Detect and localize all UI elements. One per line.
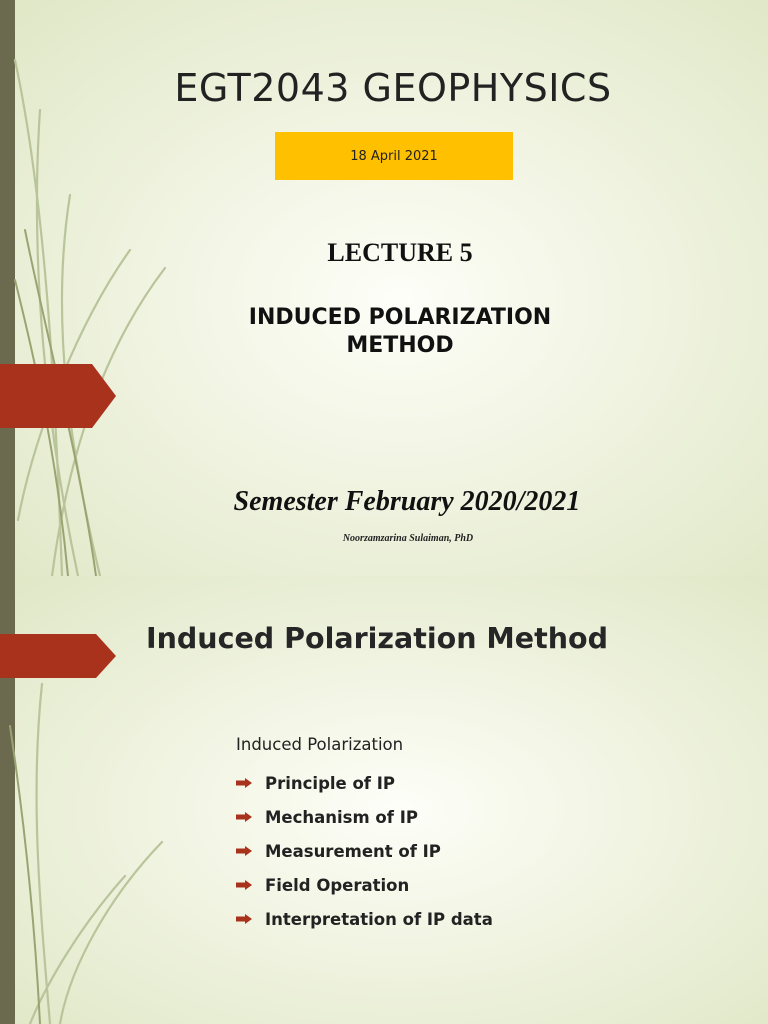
list-item-label: Mechanism of IP [265,807,418,827]
lecture-topic [0,304,768,360]
list-item [236,902,493,936]
arrow-tab-icon [0,364,116,428]
outline-slide [0,576,768,1024]
slide-title: Induced Polarization Method [146,622,609,655]
arrow-bullet-icon [236,880,252,890]
lecture-number: LECTURE 5 [327,238,473,267]
topic-line-1: INDUCED POLARIZATION [248,305,552,330]
list-item [236,868,493,902]
list-item-label: Field Operation [265,875,410,895]
outline-heading: Induced Polarization [236,735,404,754]
arrow-bullet-icon [236,914,252,924]
topic-line-2: METHOD [346,333,454,358]
list-item [236,800,493,834]
list-item [236,834,493,868]
outline-list [236,766,493,936]
arrow-bullet-icon [236,846,252,856]
author-text: Noorzamzarina Sulaiman, PhD [342,533,474,544]
list-item-label: Measurement of IP [265,841,441,861]
list-item-label: Principle of IP [265,773,395,793]
slide-title: EGT2043 GEOPHYSICS [174,66,612,110]
arrow-tab-icon [0,634,116,678]
semester-text: Semester February 2020/2021 [233,486,581,517]
arrow-bullet-icon [236,778,252,788]
arrow-bullet-icon [236,812,252,822]
date-badge [275,132,513,180]
list-item [236,766,493,800]
list-item-label: Interpretation of IP data [265,909,493,929]
date-text: 18 April 2021 [350,148,438,164]
